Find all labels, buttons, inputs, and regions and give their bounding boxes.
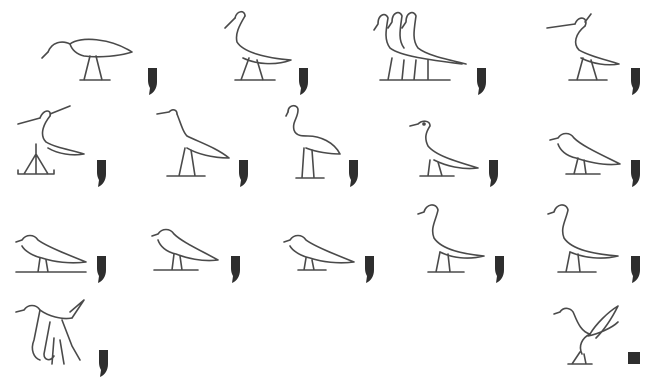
duck-glyph (546, 200, 622, 274)
comma-8 (486, 158, 504, 188)
comma-7 (346, 158, 364, 188)
bird-flying-glyph (552, 304, 620, 366)
comma-6 (236, 158, 254, 188)
comma-12 (362, 254, 380, 284)
comma-2 (296, 66, 314, 96)
comma-13 (492, 254, 510, 284)
comma-3 (474, 66, 492, 96)
period-final (626, 346, 644, 376)
small-bird-2-glyph (282, 232, 358, 272)
goose-glyph (416, 200, 488, 274)
comma-9 (628, 158, 646, 188)
comma-1 (145, 66, 163, 96)
swallow-glyph (548, 126, 624, 176)
sparrow-glyph (14, 232, 90, 274)
comma-14 (628, 254, 646, 284)
small-bird-glyph (150, 224, 222, 272)
ibis-on-perch-glyph (14, 104, 90, 176)
heron-glyph (155, 104, 233, 178)
cormorant-glyph (408, 118, 482, 178)
ibis-walking-glyph (40, 28, 140, 82)
three-ibises-glyph (370, 8, 470, 82)
crested-ibis-glyph (545, 12, 627, 82)
flamingo-glyph (284, 102, 344, 180)
comma-10 (94, 254, 112, 284)
comma-11 (228, 254, 246, 284)
comma-15 (96, 348, 114, 378)
comma-5 (94, 158, 112, 188)
bird-alighting-glyph (14, 298, 96, 368)
comma-4 (628, 66, 646, 96)
ibis-standing-glyph (215, 8, 297, 82)
